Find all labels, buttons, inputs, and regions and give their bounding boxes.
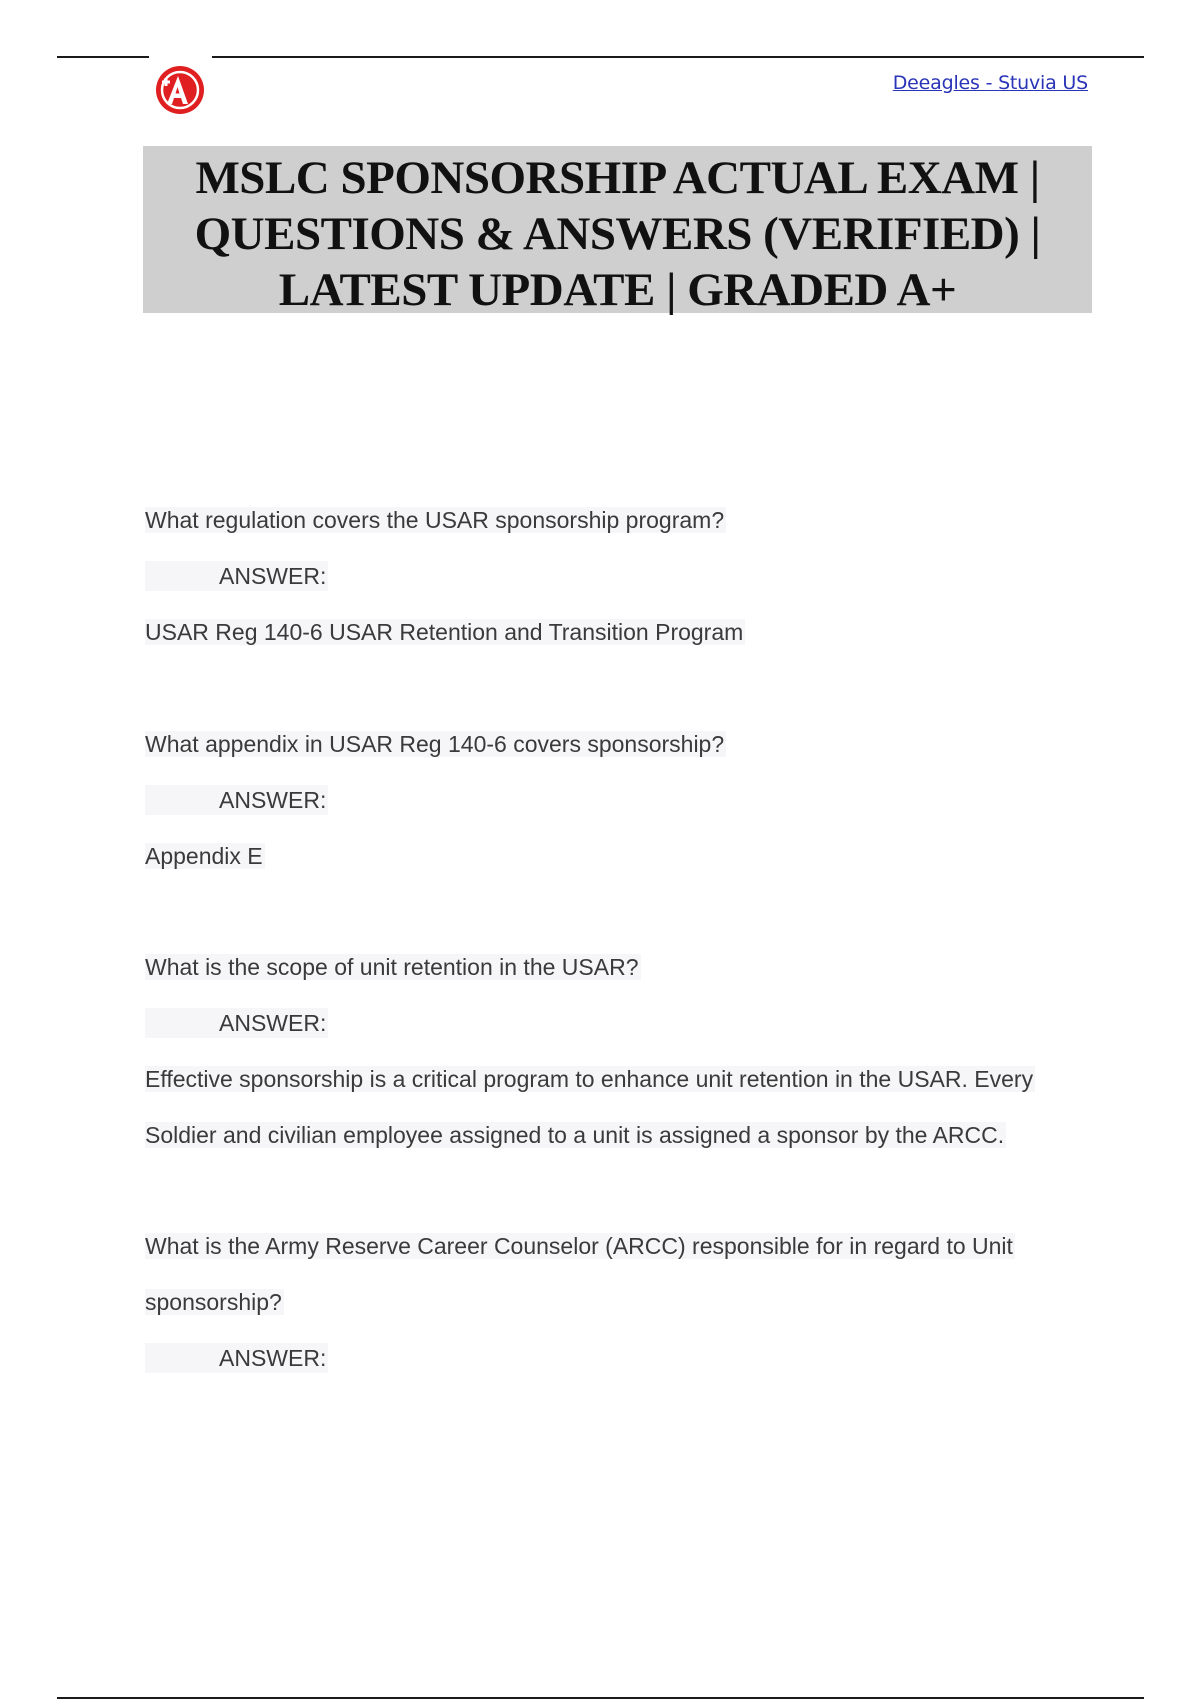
question-text: What regulation covers the USAR sponsorship program?: [145, 507, 725, 533]
title-line-2: QUESTIONS & ANSWERS (VERIFIED) |: [194, 208, 1041, 260]
header-rule-left: [57, 56, 149, 58]
question-text-line-1: What is the Army Reserve Career Counselor (ARCC) responsible for in regard to Unit: [145, 1233, 1013, 1259]
question-text: What is the scope of unit retention in the USAR?: [145, 954, 639, 980]
answer-text-line-1: Effective sponsorship is a critical program to enhance unit retention in the USAR. Every: [145, 1066, 1034, 1092]
qa-item-3: [145, 952, 1085, 1150]
title-line-3: LATEST UPDATE | GRADED A+: [278, 264, 957, 316]
answer-text-line-2: Soldier and civilian employee assigned to a unit is assigned a sponsor by the ARCC.: [145, 1122, 1005, 1148]
title-line-1: MSLC SPONSORSHIP ACTUAL EXAM |: [195, 152, 1040, 204]
answer-text: Appendix E: [145, 843, 263, 869]
stuvia-logo-icon: [152, 62, 208, 118]
header-rule-right: [212, 56, 1144, 58]
question-text-line-2: sponsorship?: [145, 1289, 282, 1315]
qa-item-1: [145, 505, 1085, 647]
answer-label: ANSWER:: [145, 1008, 1085, 1038]
author-link[interactable]: Deeagles - Stuvia US: [892, 72, 1088, 94]
footer-rule: [57, 1697, 1144, 1699]
question-text: What appendix in USAR Reg 140-6 covers sponsorship?: [145, 731, 725, 757]
answer-label: ANSWER:: [145, 1343, 1085, 1373]
qa-item-4: [145, 1231, 1085, 1399]
answer-label: ANSWER:: [145, 785, 1085, 815]
document-title-box: [143, 146, 1092, 316]
answer-text: USAR Reg 140-6 USAR Retention and Transition Program: [145, 619, 744, 645]
document-title: [143, 150, 1092, 318]
answer-label: ANSWER:: [145, 561, 1085, 591]
qa-item-2: [145, 729, 1085, 871]
